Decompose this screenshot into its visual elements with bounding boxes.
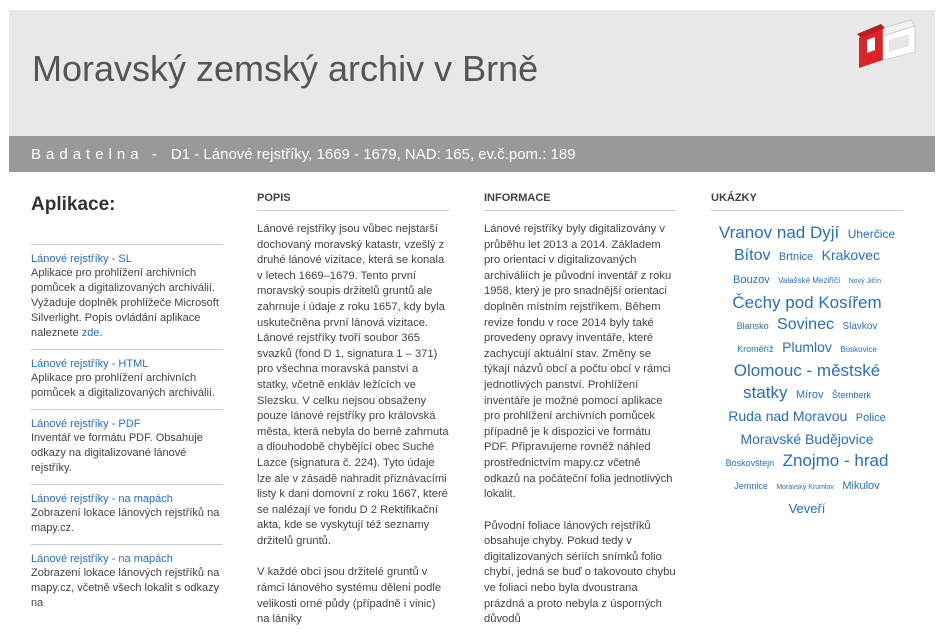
tag-link[interactable]: Znojmo - hrad — [782, 451, 889, 470]
informace-column — [484, 192, 676, 644]
mza-logo-icon[interactable] — [853, 16, 921, 74]
tag-link[interactable]: Vranov nad Dyjí — [718, 223, 840, 242]
app-link-pdf[interactable]: Lánové rejstříky - PDF — [31, 418, 141, 430]
app-link-sl[interactable]: Lánové rejstříky - SL — [31, 253, 132, 265]
tag-cloud — [711, 222, 903, 519]
tag-link[interactable]: Boskovštejn — [725, 458, 775, 468]
tag-link[interactable]: Šternberk — [831, 390, 871, 400]
tag-link[interactable]: Olomouc - městské — [733, 361, 881, 380]
app-link-html[interactable]: Lánové rejstříky - HTML — [31, 358, 149, 370]
tag-link[interactable]: statky — [743, 383, 788, 402]
app-description: Inventář ve formátu PDF. Obsahuje odkazy na digitalizované lánové rejstříky. — [31, 432, 203, 474]
tag-link[interactable]: Brtnice — [778, 251, 814, 263]
tag-link[interactable]: Mírov — [795, 389, 824, 401]
informace-paragraph: Lánové rejstříky byly digitalizovány v průběhu let 2013 a 2014. Základem pro orientaci v digitalizovaných archiváliích je původní inventář z roku 1958, který je pro snadnější orientaci doplněn místním rejstříkem. Během revize fondu v roce 2014 byly také provedeny opravy inventáře, které zachycují aktuální stav. Změny se týkají názvů obcí a počtu obcí v rámci jednotlivých panství. Prohlížení inventáře je možné pomocí aplikace pro prohlížení archivních pomůcek případně je k dispozici ve formátu PDF. Připravujeme rovněž náhled prostřednictvím mapy.cz včetně odkazů na počáteční folia jednotlivých lokalit. — [484, 223, 673, 501]
app-description: Zobrazení lokace lánových rejstříků na mapy.cz. — [31, 507, 220, 534]
app-link-map-detail[interactable]: Lánové rejstříky - na mapách — [31, 553, 173, 565]
tag-link[interactable]: Valašské Meziříčí — [778, 276, 841, 285]
popis-paragraph: Lánové rejstříky jsou vůbec nejstarší dochovaný moravský katastr, vzešlý z druhé lánové vizitace, která se konala v letech 1669–1679. Tento první moravský soupis držitelů gruntů ale zahrnuje i údaje z roku 1657, kdy byla uskutečněna první lánová vizitace. Lánové rejstříky tvoří soubor 365 svazků (fond D 1, signatura 1 – 371) pro všechna moravská panství a statky, včetně enkláv ležících ve Slezsku. V celku nejsou obsaženy pouze lánové rejstříky pro královská města, která nebyla do berně zahrnuta a dlouhodobě chybějící obec Suché Lazce (signatura č. 224). Tyto údaje lze ale v zásadě nahradit přiznávacími listy k dani domovní z roku 1667, které se nalézají ve fondu D 2 Rektifikační akta, kde se vyskytují též seznamy držitelů gruntů. — [257, 223, 449, 547]
breadcrumb-current: D1 - Lánové rejstříky, 1669 - 1679, NAD: 165, ev.č.pom.: 189 — [170, 146, 576, 163]
ukazky-column — [711, 192, 903, 519]
tag-link[interactable]: Moravské Budějovice — [740, 431, 874, 447]
tag-link[interactable]: Police — [855, 412, 886, 424]
tag-link[interactable]: Boskovice — [840, 345, 877, 354]
app-item — [31, 409, 223, 484]
tag-link[interactable]: Ruda nad Moravou — [728, 408, 848, 424]
tag-link[interactable]: Blansko — [736, 321, 769, 331]
tag-link[interactable]: Sovinec — [777, 316, 834, 333]
tag-link[interactable]: Moravský Krumlov — [776, 484, 834, 491]
informace-heading: INFORMACE — [484, 192, 676, 211]
app-description: Zobrazení lokace lánových rejstříků na mapy.cz, včetně všech lokalit s odkazy na — [31, 567, 220, 609]
breadcrumb-separator: - — [151, 146, 157, 163]
tag-link[interactable]: Plumlov — [782, 339, 832, 355]
breadcrumb-root[interactable]: Badatelna — [31, 146, 144, 163]
popis-paragraph: V každé obci jsou držitelé gruntů v rámci lánového systému děleni podle velikosti orné půdy (případně i vinic) na láníky — [257, 566, 442, 626]
tag-link[interactable]: Veveří — [788, 501, 826, 516]
tag-link[interactable]: Čechy pod Kosířem — [732, 293, 882, 312]
app-description: Aplikace pro prohlížení archivních pomůcek a digitalizovaných archiválií. — [31, 372, 216, 399]
tag-link[interactable]: Mikulov — [842, 480, 880, 492]
tag-link[interactable]: Bítov — [734, 247, 771, 264]
tag-link[interactable]: Kroměříž — [737, 344, 774, 354]
app-item — [31, 244, 223, 349]
apps-title: Aplikace: — [31, 194, 116, 215]
app-description: Aplikace pro prohlížení archivních pomůcek a digitalizovaných archiválií. Vyžaduje doplněk prohlížeče Microsoft Silverlight. Popis ovládání aplikace naleznete zde. — [31, 267, 219, 339]
informace-paragraph: Původní foliace lánových rejstříků obsahuje chyby. Pokud tedy v digitalizovaných sériích snímků folio chybí, jedná se buď o takovouto chybu ve foliaci nebo byla dvoustrana prázdná a proto nebyla z úsporných důvodů — [484, 519, 676, 626]
tag-link[interactable]: Krakovec — [821, 247, 880, 263]
tag-link[interactable]: Bouzov — [733, 274, 770, 286]
popis-column — [257, 192, 449, 644]
app-item — [31, 484, 223, 544]
app-item — [31, 349, 223, 409]
app-link-map[interactable]: Lánové rejstříky - na mapách — [31, 493, 173, 505]
site-title: Moravský zemský archiv v Brně — [32, 48, 539, 89]
tag-link[interactable]: Nový Jičín — [848, 278, 881, 285]
tag-link[interactable]: Uherčice — [847, 227, 896, 241]
help-link[interactable]: zde — [81, 327, 100, 339]
tag-link[interactable]: Jemnice — [734, 481, 768, 491]
apps-column — [31, 194, 223, 619]
popis-heading: POPIS — [257, 192, 449, 211]
app-item — [31, 544, 223, 619]
site-header — [9, 10, 935, 136]
tag-link[interactable]: Slavkov — [842, 321, 878, 332]
breadcrumb — [9, 136, 935, 172]
ukazky-heading: UKÁZKY — [711, 192, 903, 211]
